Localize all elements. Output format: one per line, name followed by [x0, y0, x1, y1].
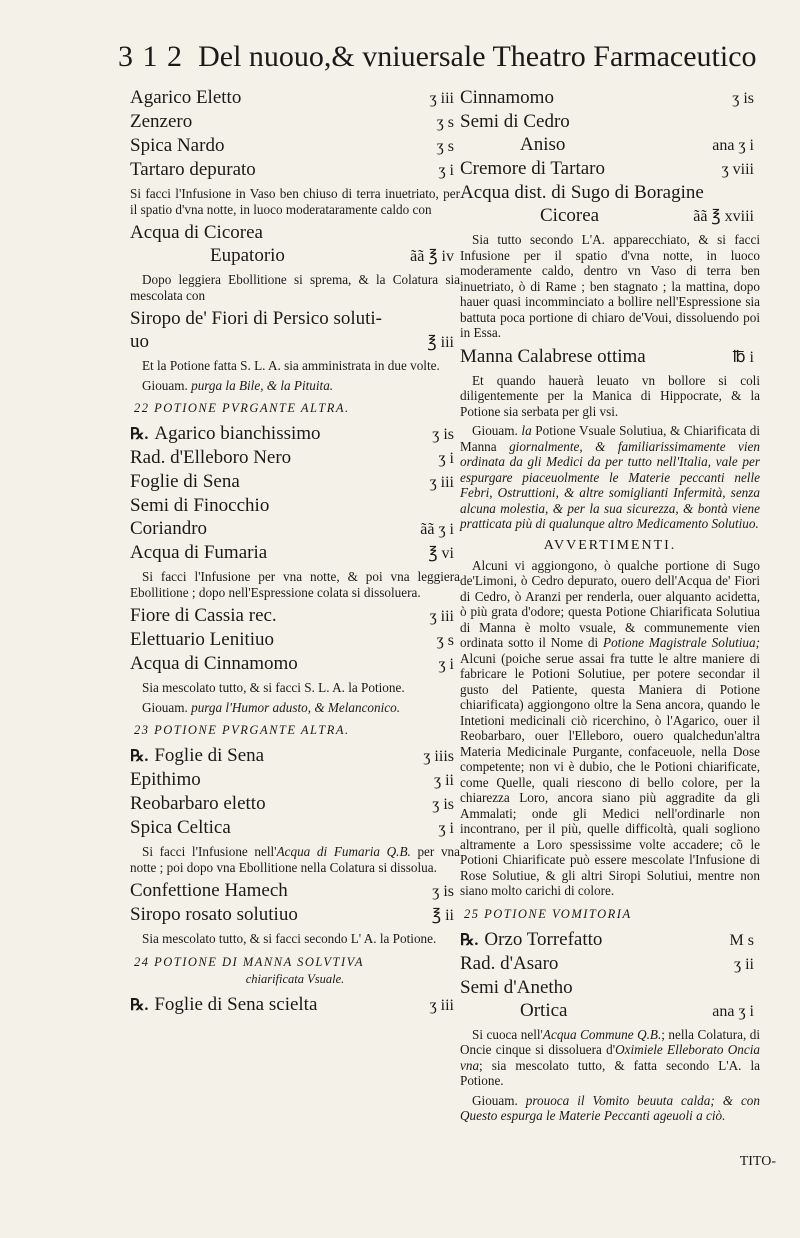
ingredient-quantity: ãã ʒ i: [420, 521, 454, 538]
ingredient-row: [130, 244, 460, 268]
ingredient-row: [130, 993, 460, 1017]
ingredient-row: [130, 86, 460, 110]
ingredient-name: Semi di Finocchio: [130, 495, 270, 516]
ingredient-name: Acqua di Cinnamomo: [130, 653, 298, 674]
ingredient-name: Epithimo: [130, 769, 201, 790]
ingredient-quantity: ʒ is: [732, 90, 754, 107]
paragraph: Si facci l'Infusione nell'Acqua di Fumaria Q.B. per vna notte ; poi dopo vna Ebollitione nella Colatura si dissolua.: [130, 844, 460, 875]
ingredient-list: [130, 604, 460, 676]
page-number: 3 1 2: [118, 40, 183, 73]
ingredient-row: [130, 158, 460, 182]
ingredient-name: Cremore di Tartaro: [460, 158, 605, 179]
ingredient-name: Cinnamomo: [460, 87, 554, 108]
ingredient-name: Siropo de' Fiori di Persico soluti-: [130, 308, 383, 329]
ingredient-quantity: ʒ iiis: [423, 748, 454, 765]
left-column: [130, 86, 460, 1017]
ingredient-row: [130, 517, 460, 541]
ingredient-name: Coriandro: [130, 518, 208, 539]
ingredient-list: [130, 221, 460, 268]
ingredient-row: [460, 157, 760, 181]
ingredient-row: [460, 133, 760, 157]
ingredient-quantity: ʒ iii: [429, 474, 454, 491]
ingredient-quantity: ãã ℥ xviii: [693, 208, 754, 225]
ingredient-list: [130, 993, 460, 1017]
paragraph: Si cuoca nell'Acqua Commune Q.B.; nella Colatura, di Oncie cinque si dissoluera d'Oximiele Elleborato Oncia vna; sia mescolato tutto, & fatta secondo L'A. la Potione.: [460, 1026, 760, 1088]
recipe-symbol: ℞.: [130, 748, 149, 765]
paragraph: Sia tutto secondo L'A. apparecchiato, & si facci Infusione per il spatio d'vna notte, in luoco moderamente caldo, dentro vn Vaso di terra ben inuetriato, ò di Rame ; ben stagnato ; la mattina, dopo hauer quasi incomminciato a bollire nell'Espressione sia battuta poca portione di chiaro de'Voui, dissoluendo poi in Essa.: [460, 232, 760, 340]
ingredient-quantity: ʒ i: [438, 162, 454, 179]
recipe-symbol: ℞.: [130, 996, 149, 1014]
paragraph: Si facci l'Infusione per vna notte, & poi vna leggiera Ebollitione ; dopo nell'Espressione colata si dissoluera.: [130, 569, 460, 600]
ingredient-name: Aniso: [520, 134, 566, 155]
section-heading: 22 POTIONE PVRGANTE ALTRA.: [134, 401, 350, 415]
ingredient-name: ℞. Agarico bianchissimo: [130, 423, 321, 444]
ingredient-quantity: ʒ is: [432, 883, 454, 900]
ingredient-row: [130, 470, 460, 494]
ingredient-row: [130, 110, 460, 134]
ingredient-name: Semi di Cedro: [460, 111, 570, 132]
ingredient-name: Acqua di Cicorea: [130, 222, 263, 243]
paragraph: Giouam. purga l'Humor adusto, & Melanconico.: [142, 699, 401, 715]
ingredient-list: [460, 86, 760, 228]
ingredient-row: [130, 307, 460, 330]
running-header: [118, 40, 788, 82]
ingredient-name: Siropo rosato solutiuo: [130, 904, 298, 925]
recipe-symbol: ℞.: [460, 931, 479, 949]
ingredient-name: Acqua di Fumaria: [130, 542, 268, 563]
ingredient-name: Foglie di Sena: [130, 471, 240, 492]
ingredient-row: [460, 86, 760, 110]
paragraph: Giouam. prouoca il Vomito beuuta calda; & con Questo espurga le Materie Peccanti ageuoli a ciò.: [460, 1092, 760, 1123]
ingredient-quantity: ʒ ii: [434, 772, 454, 789]
ingredient-row: [460, 181, 760, 204]
ingredient-quantity: ʒ is: [432, 426, 454, 443]
ingredient-row: [460, 345, 760, 369]
ingredient-quantity: ʒ iii: [429, 996, 454, 1014]
ingredient-name: Confettione Hamech: [130, 880, 288, 901]
ingredient-row: [130, 446, 460, 470]
ingredient-quantity: ℥ iii: [427, 334, 454, 351]
ingredient-name: Reobarbaro eletto: [130, 793, 266, 814]
ingredient-name: Fiore di Cassia rec.: [130, 605, 277, 626]
ingredient-quantity: ʒ s: [436, 114, 454, 131]
section-subheading: chiarificata Vsuale.: [245, 971, 345, 986]
section-heading: 25 POTIONE VOMITORIA: [464, 906, 632, 921]
ingredient-name: Rad. d'Elleboro Nero: [130, 447, 292, 468]
ingredient-quantity: ãã ℥ iv: [410, 248, 454, 265]
ingredient-row: [460, 928, 760, 952]
ingredient-quantity: ℥ ii: [431, 907, 454, 924]
ingredient-name: Semi d'Anetho: [460, 976, 573, 998]
ingredient-list: [130, 422, 460, 565]
ingredient-quantity: ʒ i: [438, 820, 454, 837]
section-heading: 24 POTIONE DI MANNA SOLVTIVA: [134, 954, 364, 969]
ingredient-name: Zenzero: [130, 111, 193, 132]
ingredient-quantity: ʒ i: [438, 450, 454, 467]
ingredient-name: Agarico Eletto: [130, 87, 242, 108]
paragraph: Giouam. la Potione Vsuale Solutiua, & Chiarificata di Manna giornalmente, & familiarissimamente vien ordinata da gli Medici da per tutto nell'Italia, vale per espurgare piaceuolmente le Materie peccanti nelle Febri, Ostruttioni, & altre somiglianti Infermità, senza alcuna molestia, & per la sua sicurezza, & bontà viene pratticata più di qualunque altro Medicamento Solutiuo.: [460, 423, 760, 531]
section-heading: AVVERTIMENTI.: [543, 537, 677, 553]
ingredient-name: ℞. Foglie di Sena scielta: [130, 993, 318, 1015]
right-column: [460, 86, 760, 1128]
ingredient-list: [130, 307, 460, 354]
running-title: Del nuouo,& vniuersale Theatro Farmaceutico: [198, 40, 757, 73]
paragraph: Sia mescolato tutto, & si facci S. L. A. la Potione.: [142, 680, 405, 695]
ingredient-quantity: M s: [729, 931, 754, 949]
ingredient-row: [460, 976, 760, 999]
paragraph: Et la Potione fatta S. L. A. sia amministrata in due volte.: [142, 358, 440, 373]
ingredient-name: Acqua dist. di Sugo di Boragine: [460, 182, 704, 203]
ingredient-row: [130, 604, 460, 628]
ingredient-name: ℞. Foglie di Sena: [130, 745, 265, 766]
ingredient-row: [460, 110, 760, 133]
ingredient-row: [130, 330, 460, 354]
ingredient-list: [130, 744, 460, 840]
ingredient-quantity: ʒ s: [436, 138, 454, 155]
ingredient-name: Cicorea: [540, 205, 600, 226]
ingredient-quantity: ℔ i: [732, 348, 754, 366]
ingredient-name: Elettuario Lenitiuo: [130, 629, 275, 650]
ingredient-name: Spica Celtica: [130, 817, 231, 838]
paragraph: Et quando hauerà leuato vn bollore si coli diligentemente per la Manica di Hippocrate, & la Potione sia serbata per gli vsi.: [460, 372, 760, 419]
ingredient-name: Eupatorio: [210, 245, 285, 266]
ingredient-row: [130, 541, 460, 565]
ingredient-quantity: ʒ i: [438, 656, 454, 673]
ingredient-name: Rad. d'Asaro: [460, 952, 559, 974]
ingredient-row: [130, 652, 460, 676]
ingredient-row: [130, 134, 460, 158]
ingredient-name: Manna Calabrese ottima: [460, 345, 646, 367]
ingredient-list: [460, 345, 760, 369]
paragraph: Dopo leggiera Ebollitione si sprema, & la Colatura sia mescolata con: [130, 272, 460, 303]
ingredient-quantity: ℥ vi: [428, 545, 454, 562]
ingredient-row: [130, 494, 460, 517]
paragraph: Sia mescolato tutto, & si facci secondo L' A. la Potione.: [142, 931, 437, 946]
paragraph: Si facci l'Infusione in Vaso ben chiuso di terra inuetriato, per il spatio d'vna notte, in luoco moderataramente caldo con: [130, 186, 460, 217]
ingredient-row: [130, 221, 460, 244]
ingredient-list: [130, 86, 460, 182]
ingredient-row: [130, 744, 460, 768]
ingredient-quantity: ana ʒ i: [712, 1002, 754, 1020]
ingredient-list: [130, 879, 460, 927]
ingredient-row: [130, 879, 460, 903]
catchword: TITO-: [739, 1154, 776, 1169]
paragraph: Giouam. purga la Bile, & la Pituita.: [142, 377, 334, 393]
ingredient-quantity: ʒ iii: [429, 90, 454, 107]
ingredient-name: Ortica: [520, 999, 568, 1021]
ingredient-name: Spica Nardo: [130, 135, 225, 156]
ingredient-row: [130, 422, 460, 446]
paragraph: Alcuni vi aggiongono, ò qualche portione di Sugo de'Limoni, ò Cedro depurato, ouero dell'Acqua de' Fiori di Cedro, ò Aranzi per renderla, ouer alquanto acidetta, ò più grata d'odore; questa Potione Chiarificata Solutiua di Manna è molto vsuale, & communemente vien ordinata sotto il Nome di Potione Magistrale Solutiua; Alcuni (poiche serue assai fra tutte le altre maniere di fabricare le Potioni Solutiue, per potere secondar il gusto del Patiente, questa Maniera di Potione chiarificata) aggiongono oltre la Sena ancora, quando le Intetioni medicinali ciò ricerchino, ò l'Agarico, ouer il Reobarbaro, ouer l'Elleboro, ouero qualchedun'altra Materia Medicinale Purgante, confaceuole, nella Dose competente; non vi è dubio, che le Potioni chiarificate, come Quelle, quali riescono di bello colore, per la chiarezza Loro, ancora siano più aggradite da gli Ammalati; onde gli Medici nell'ordinarle non incontrano, per il più, quelle difficoltà, quali sogliono altramente a Loro spessissime volte accadere; cõ le Potioni Chiarificate può essere mescolate l'Infusione di Rose Solutiue, & gli altri Siropi Solutiui, mentre non siano molto carichi di colore.: [460, 557, 760, 898]
ingredient-row: [130, 903, 460, 927]
ingredient-row: [460, 999, 760, 1023]
ingredient-quantity: ana ʒ i: [712, 137, 754, 154]
ingredient-row: [130, 792, 460, 816]
ingredient-row: [130, 816, 460, 840]
ingredient-row: [130, 628, 460, 652]
ingredient-list: [460, 928, 760, 1023]
ingredient-quantity: ʒ viii: [721, 161, 754, 178]
ingredient-row: [130, 768, 460, 792]
ingredient-row: [460, 204, 760, 228]
recipe-symbol: ℞.: [130, 426, 149, 443]
ingredient-name: ℞. Orzo Torrefatto: [460, 928, 603, 950]
ingredient-name: uo: [130, 331, 149, 352]
section-heading: 23 POTIONE PVRGANTE ALTRA.: [134, 723, 350, 737]
ingredient-quantity: ʒ s: [436, 632, 454, 649]
ingredient-quantity: ʒ iii: [429, 608, 454, 625]
ingredient-name: Tartaro depurato: [130, 159, 256, 180]
ingredient-row: [460, 952, 760, 976]
ingredient-quantity: ʒ ii: [734, 955, 754, 973]
ingredient-quantity: ʒ is: [432, 796, 454, 813]
